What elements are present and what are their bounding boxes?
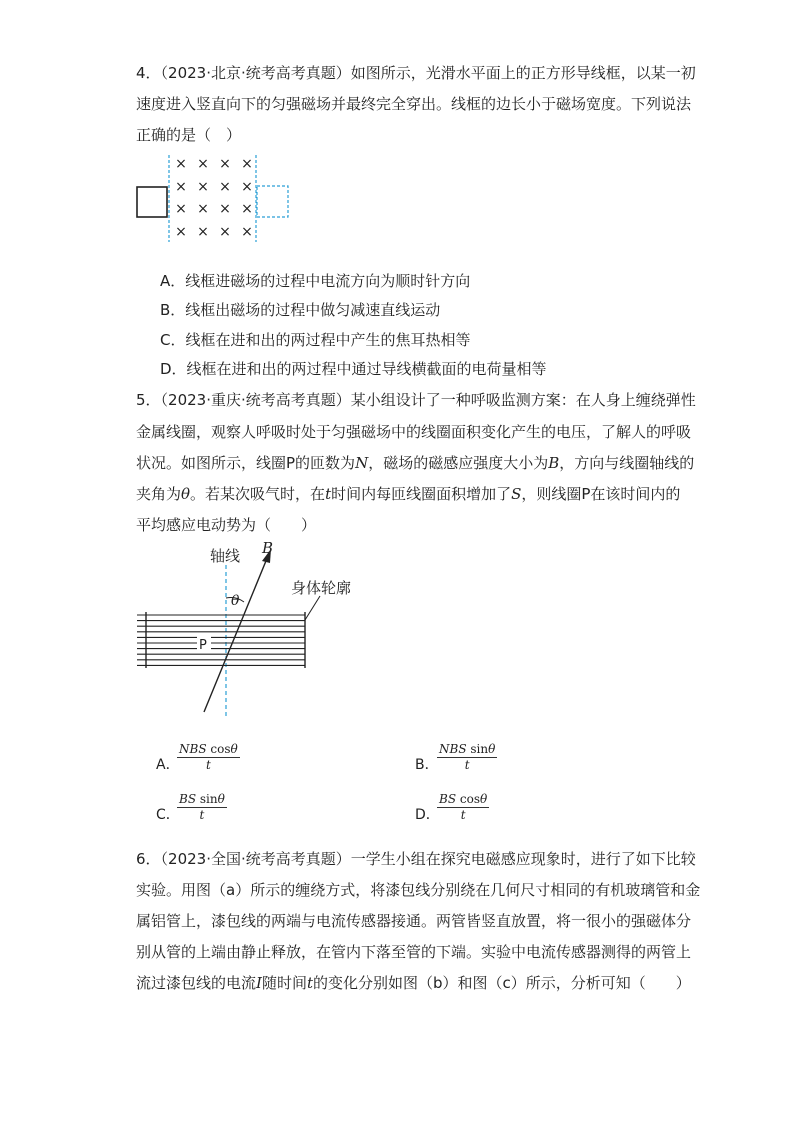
q6-symbol-t: t (306, 974, 313, 992)
q5-coil-label: P (199, 638, 207, 653)
q5-symbol-t: t (325, 485, 332, 503)
q5-symbol-theta: θ (181, 485, 191, 503)
q5-symbol-n: N (355, 454, 369, 472)
q5-opt-num: NBS (179, 742, 207, 756)
q4-stem-line-2: 速度进入竖直向下的匀强磁场并最终完全穿出。线框的边长小于磁场宽度。下列说法 (136, 95, 692, 113)
field-cross-mark: × (241, 201, 253, 217)
q5-option-d-letter[interactable]: D． (415, 807, 440, 823)
q4-option-b[interactable]: B．线框出磁场的过程中做匀减速直线运动 (160, 301, 441, 319)
q5-text: ，磁场的磁感应强度大小为 (368, 454, 549, 472)
field-cross-mark: × (219, 201, 231, 217)
q5-opt-num: BS (439, 792, 457, 806)
q6-text: 流过漆包线的电流 (136, 974, 257, 992)
q5-option-b-letter[interactable]: B． (415, 757, 439, 773)
q6-stem-line-2: 实验。用图（a）所示的缠绕方式，将漆包线分别绕在几何尺寸相同的有机玻璃管和金 (136, 881, 701, 899)
q5-opt-num: BS (179, 792, 197, 806)
field-cross-mark: × (219, 224, 231, 240)
q5-text: 夹角为 (136, 485, 182, 503)
q5-symbol-s: S (511, 485, 522, 503)
q4-stem-line-1: 4．（2023·北京·统考高考真题）如图所示，光滑水平面上的正方形导线框，以某一初 (136, 64, 696, 82)
q5-opt-den: t (464, 758, 470, 772)
q5-option-c-fraction[interactable] (177, 791, 227, 822)
field-cross-mark: × (197, 156, 209, 172)
q6-text: 随时间 (261, 974, 307, 992)
q5-text: 状况。如图所示，线圈P的匝数为 (136, 454, 356, 472)
q5-opt-fn: cos (459, 792, 480, 806)
q6-symbol-i: I (256, 974, 262, 992)
field-cross-mark: × (175, 156, 187, 172)
q5-text: ，方向与线圈轴线的 (559, 454, 695, 472)
field-cross-mark: × (219, 156, 231, 172)
field-cross-mark: × (241, 179, 253, 195)
q4-option-a[interactable]: A．线框进磁场的过程中电流方向为顺时针方向 (160, 272, 471, 290)
q5-option-c-letter[interactable]: C． (156, 807, 180, 823)
q5-axis-label: 轴线 (210, 547, 241, 565)
field-cross-mark: × (197, 179, 209, 195)
field-cross-mark: × (219, 179, 231, 195)
q5-text: ，则线圈P在该时间内的 (521, 485, 681, 503)
q5-opt-arg: θ (217, 792, 225, 806)
q5-opt-num: NBS (439, 742, 467, 756)
q5-stem-line-5: 平均感应电动势为（ ） (136, 516, 317, 534)
q6-stem-line-1: 6．（2023·全国·统考高考真题）一学生小组在探究电磁感应现象时，进行了如下比较 (136, 850, 696, 868)
field-cross-mark: × (241, 224, 253, 240)
q4-option-c[interactable]: C．线框在进和出的两过程中产生的焦耳热相等 (160, 331, 471, 349)
q5-body-label-pointer (305, 596, 320, 620)
q5-body-outline-label: 身体轮廓 (291, 579, 352, 597)
q5-opt-den: t (199, 808, 205, 822)
q5-theta-label: θ (231, 593, 240, 609)
q6-text: 的变化分别如图（b）和图（c）所示，分析可知（ ） (313, 974, 691, 992)
field-cross-mark: × (197, 201, 209, 217)
q5-opt-arg: θ (488, 742, 496, 756)
q4-option-d[interactable]: D．线框在进和出的两过程中通过导线横截面的电荷量相等 (160, 360, 547, 378)
q5-option-a-fraction[interactable] (177, 741, 240, 772)
q5-opt-fn: sin (470, 742, 489, 756)
q5-opt-arg: θ (230, 742, 238, 756)
field-cross-mark: × (241, 156, 253, 172)
q5-opt-fn: cos (210, 742, 231, 756)
field-cross-mark: × (175, 201, 187, 217)
q5-option-d-fraction[interactable] (437, 791, 489, 822)
q5-opt-den: t (205, 758, 211, 772)
q5-opt-den: t (460, 808, 466, 822)
q4-stem-line-3: 正确的是（ ） (136, 126, 242, 144)
q5-symbol-b: B (548, 454, 560, 472)
q5-coil-windings (137, 615, 305, 665)
q5-text: 时间内每匝线圈面积增加了 (331, 485, 512, 503)
q5-opt-fn: sin (199, 792, 218, 806)
q5-stem-line-1: 5．（2023·重庆·统考高考真题）某小组设计了一种呼吸监测方案：在人身上缠绕弹性 (136, 391, 696, 409)
q5-option-b-fraction[interactable] (437, 741, 497, 772)
field-cross-mark: × (197, 224, 209, 240)
q5-option-a-letter[interactable]: A． (156, 757, 180, 773)
q5-stem-line-2: 金属线圈，观察人呼吸时处于匀强磁场中的线圈面积变化产生的电压，了解人的呼吸 (136, 423, 692, 441)
q6-stem-line-5 (136, 973, 691, 993)
q5-text: 。若某次吸气时，在 (190, 485, 326, 503)
field-cross-mark: × (175, 224, 187, 240)
q5-b-field-line (204, 556, 268, 712)
q6-stem-line-4: 别从管的上端由静止释放，在管内下落至管的下端。实验中电流传感器测得的两管上 (136, 943, 692, 961)
field-cross-mark: × (175, 179, 187, 195)
q5-opt-arg: θ (479, 792, 488, 806)
q5-b-label: B (262, 539, 274, 557)
q6-stem-line-3: 属铝管上，漆包线的两端与电流传感器接通。两管皆竖直放置，将一很小的强磁体分 (136, 912, 692, 930)
